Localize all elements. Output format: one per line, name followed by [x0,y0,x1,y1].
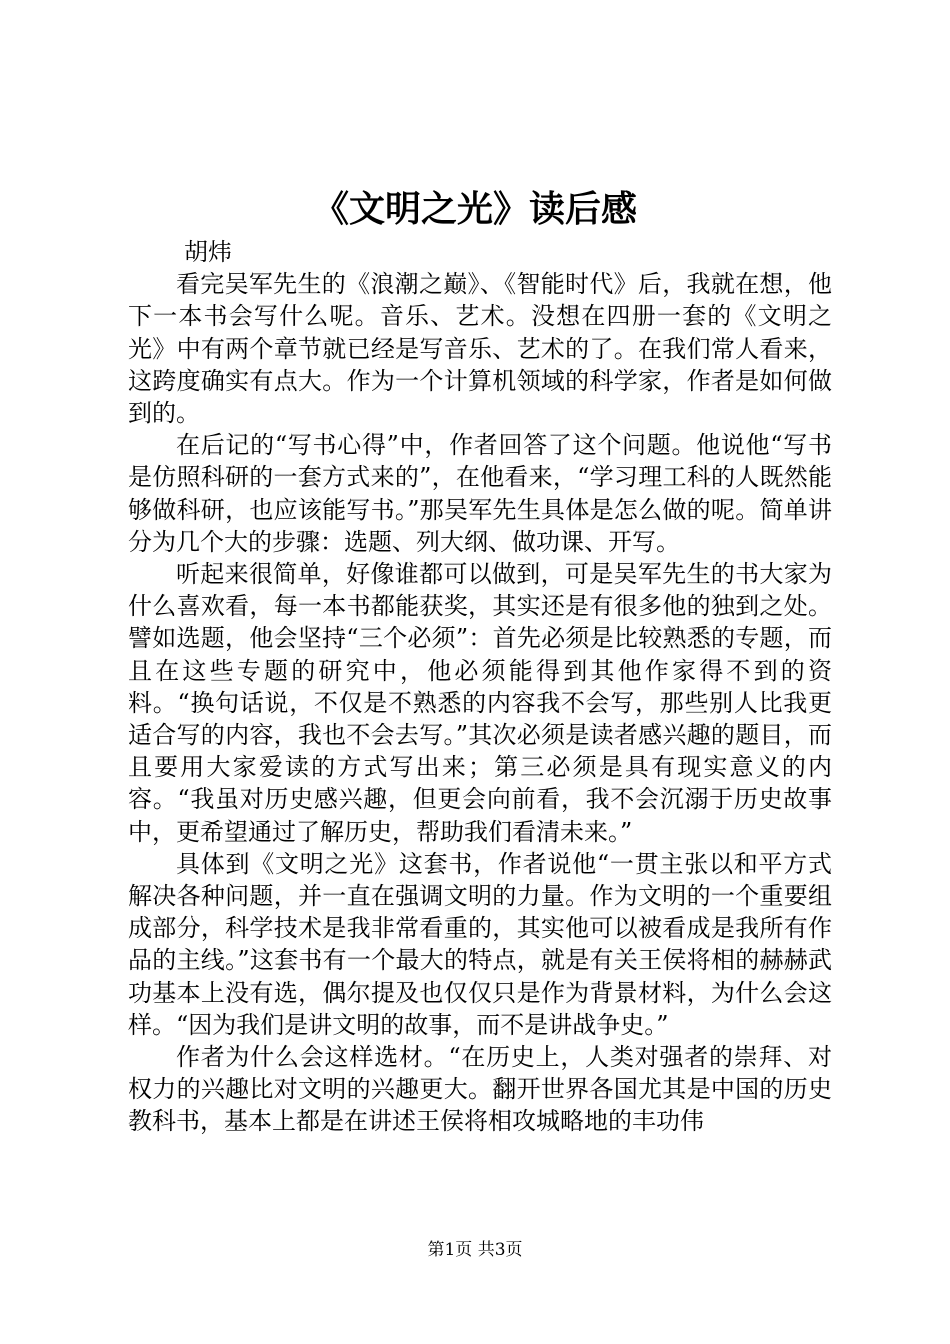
document-title: 《文明之光》读后感 [312,189,637,230]
author-name: 胡炜 [184,238,232,266]
paragraph-3: 听起来很简单，好像谁都可以做到，可是吴军先生的书大家为什么喜欢看，每一本书都能获奖，其实还是有很多他的独到之处。譬如选题，他会坚持“三个必须”：首先必须是比较熟悉的专题，而且在这些专题的研究中，他必须能得到其他作家得不到的资料。“换句话说，不仅是不熟悉的内容我不会写，那些别人比我更适合写的内容，我也不会去写。”其次必须是读者感兴趣的题目，而且要用大家爱读的方式写出来；第三必须是具有现实意义的内容。“我虽对历史感兴趣，但更会向前看，我不会沉溺于历史故事中，更希望通过了解历史，帮助我们看清未来。” [128,560,832,846]
paragraph-4: 具体到《文明之光》这套书，作者说他“一贯主张以和平方式解决各种问题，并一直在强调文明的力量。作为文明的一个重要组成部分，科学技术是我非常看重的，其实他可以被看成是我所有作品的主线。”这套书有一个最大的特点，就是有关王侯将相的赫赫武功基本上没有选，偶尔提及也仅仅只是作为背景材料，为什么会这样。“因为我们是讲文明的故事，而不是讲战争史。” [128,849,832,1039]
page-number-footer: 第1页 共3页 [427,1240,523,1260]
paragraph-5: 作者为什么会这样选材。“在历史上，人类对强者的崇拜、对权力的兴趣比对文明的兴趣更大。翻开世界各国尤其是中国的历史教科书，基本上都是在讲述王侯将相攻城略地的丰功伟 [128,1043,832,1136]
paragraph-1: 看完吴军先生的《浪潮之巅》、《智能时代》后，我就在想，他下一本书会写什么呢。音乐、艺术。没想在四册一套的《文明之光》中有两个章节就已经是写音乐、艺术的了。在我们常人看来，这跨度确实有点大。作为一个计算机领域的科学家，作者是如何做到的。 [128,270,832,428]
document-body [128,236,832,1138]
paragraph-2: 在后记的“写书心得”中，作者回答了这个问题。他说他“写书是仿照科研的一套方式来的”，在他看来，“学习理工科的人既然能够做科研，也应该能写书。”那吴军先生具体是怎么做的呢。简单讲分为几个大的步骤：选题、列大纲、做功课、开写。 [128,431,832,556]
